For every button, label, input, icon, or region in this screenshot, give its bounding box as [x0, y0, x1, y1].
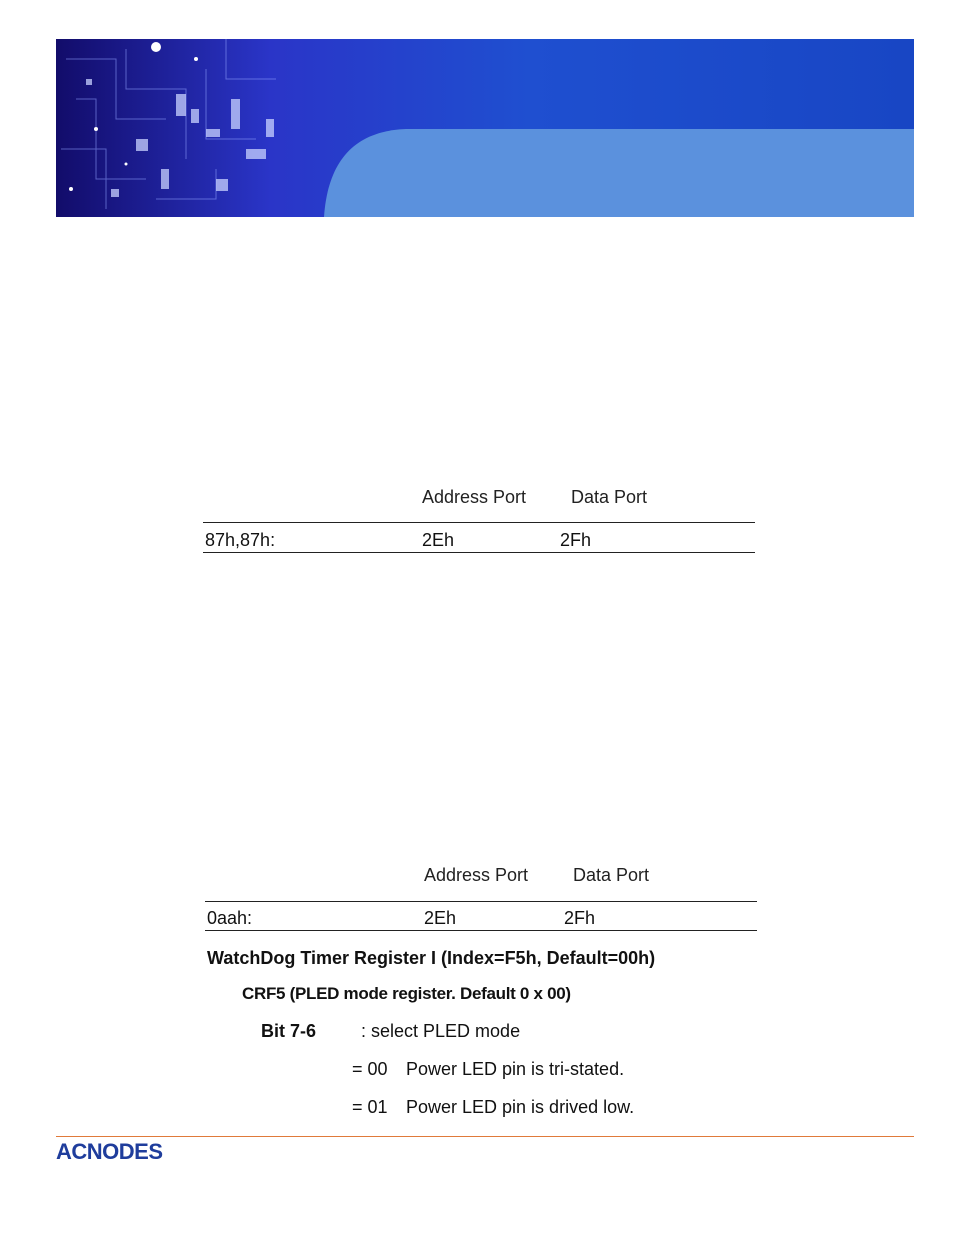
svg-text:ACNODES: ACNODES: [56, 1139, 163, 1164]
table1-bottom-rule: [203, 552, 755, 553]
table2-header-address: Address Port: [424, 865, 529, 885]
table1-header-address: Address Port: [422, 487, 527, 507]
table1-header-data: Data Port: [571, 487, 648, 507]
table1-row-key: 87h,87h:: [205, 530, 276, 550]
table2-row-address: 2Eh: [424, 908, 457, 928]
footer-rule: [56, 1136, 914, 1137]
option-desc-01: Power LED pin is drived low.: [406, 1097, 635, 1117]
table2-top-rule: [205, 901, 757, 902]
option-desc-00: Power LED pin is tri-stated.: [406, 1059, 625, 1079]
acnodes-logo: [56, 1138, 212, 1164]
header-banner: [56, 39, 914, 217]
section-subtitle: CRF5 (PLED mode register. Default 0 x 00): [242, 984, 571, 1003]
bit-label: Bit 7-6: [261, 1021, 317, 1041]
table1-top-rule: [203, 522, 755, 523]
section-title: WatchDog Timer Register I (Index=F5h, Default=00h): [207, 948, 656, 968]
option-code-01: = 01: [352, 1097, 388, 1117]
bit-description: : select PLED mode: [361, 1021, 521, 1041]
table1-row-data: 2Fh: [560, 530, 592, 550]
table2-bottom-rule: [205, 930, 757, 931]
option-code-00: = 00: [352, 1059, 388, 1079]
table1-row-address: 2Eh: [422, 530, 455, 550]
table2-header-data: Data Port: [573, 865, 650, 885]
circuit-board-image: [56, 39, 914, 217]
table2-row-data: 2Fh: [564, 908, 596, 928]
table2-row-key: 0aah:: [207, 908, 253, 928]
